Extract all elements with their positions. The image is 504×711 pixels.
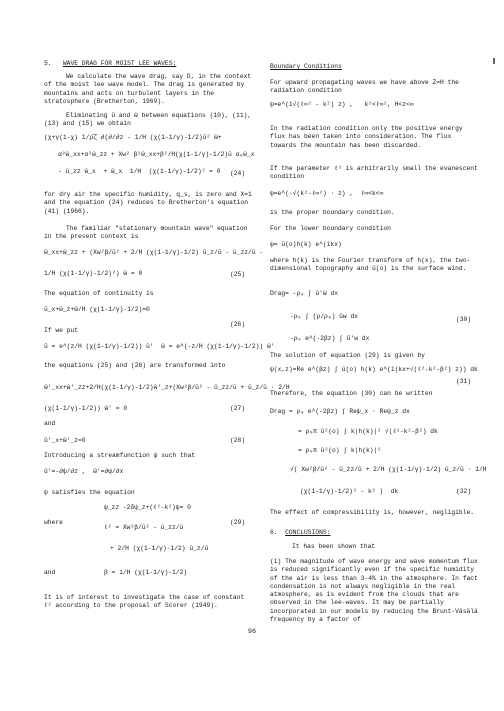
equation: + 2/H (χ(1-1/γ)-1/2) ū_z/ū [110, 545, 209, 552]
section-title: CONCLUSIONS: [285, 529, 331, 536]
equation-number: (30) [456, 316, 472, 323]
equation: ũ'=-∂ψ/∂z , ŵ'=∂ψ/∂x [44, 468, 124, 475]
paragraph: The solution of equation (29) is given by [270, 352, 425, 359]
paragraph: If we put [44, 327, 79, 334]
connector-text: and [44, 420, 56, 427]
section-5-heading [44, 60, 176, 68]
margin-mark [493, 58, 495, 64]
paragraph: (i) The magnitude of wave energy and wave momentum flux is reduced significantly even if the specific humidity of the air is less than 3-4% in the atmosphere. In fact condensation is not always negligible in the real atmosphere, as is evident from the clouds that are observed in the lee-waves. It may be partially incorporated in our models by reducing the Brunt-Väsälä frequency by a factor of [270, 558, 478, 624]
equation-number: (26) [230, 321, 246, 328]
equation: = ρ₀π ū²(o) ∫ k|h(k)|² [298, 447, 382, 454]
equation: √( Xw²β/ū² - ū_zz/ū + 2/H (χ(1-1/γ)-1/2) ū_z/ū · 1/H [290, 466, 487, 473]
equation: ũ_x+ŵ_z+ŵ/H (χ(1-1/γ)-1/2)=0 [44, 306, 150, 313]
paragraph: ψ satisfies the equation [44, 489, 135, 496]
page-number: 96 [247, 628, 257, 636]
equation: -ρ₀ e^(-2βz) ∫ ũ'w dx [290, 335, 370, 342]
equation: = ρ₀π ū²(o) ∫ k|h(k)|² √(ℓ²-k²-β²) dk [298, 428, 438, 435]
paragraph: For upward propagating waves we have above Z=H the radiation condition [270, 79, 459, 95]
equation: ũ = e^(z/H (χ(1-1/γ)-1/2)) ũ' ŵ = e^(-z/H (χ(1-1/γ)-1/2)) ŵ' [44, 343, 275, 350]
paragraph: Therefore, the equation (30) can be written [270, 390, 433, 397]
section-number: 6. [270, 529, 278, 536]
connector-text: where [44, 519, 63, 526]
equation: 1/H (χ(1-1/γ)-1/2)²) ŵ = 0 [44, 270, 143, 277]
equation-number: (27) [230, 405, 246, 412]
equation: (χ+γ(1-χ) 1/ρ̄ζ̄ ∂(∂/∂z - 1/H (χ(1-1/γ)-1/2)ũ² ŵ+ [44, 134, 222, 141]
paragraph: The equation of continuity is [44, 290, 154, 297]
equation: β = 1/H (χ(1-1/γ)-1/2) [104, 569, 188, 576]
connector-text: and [44, 569, 56, 576]
paragraph: The familiar "stationary mountain wave" equation in the present context is [44, 225, 248, 241]
equation: ℓ² = Xw²β/ū² - ū_zz/ū [104, 524, 184, 531]
equation: Drag = ρ₀ e^(-2βz) ∫ Reψ_x · Reψ_z dx [270, 408, 410, 415]
equation: - ū_zz ŵ_x + ŵ_x 1/H (χ(1-1/γ)-1/2)² = 0 [58, 168, 221, 175]
equation: ψ=e^(i√(ℓ∞² - k²) z) , k²<ℓ∞², H<z<∞ [270, 101, 414, 108]
paragraph: for dry air the specific humidity, q_s, is zero and X=1 and the equation (24) reduces to Bretherton's equation (41) (1966). [44, 191, 252, 215]
paragraph: For the lower boundary condition [270, 225, 391, 232]
equation: α²ŵ_xx+α²ŵ_zz + Xw² β²ŵ_xx+β²/H(χ(1-1/γ)-1/2)ū α₀ŵ_x [58, 151, 255, 158]
paragraph: where h(k) is the Fourier transform of h(x), the two-dimensional topography and ū(o) is the surface wind. [270, 257, 471, 273]
section-title: WAVE DRAG FOR MOIST LEE WAVES: [62, 60, 177, 67]
section-6-heading [270, 529, 330, 537]
equation-number: (24) [230, 170, 246, 177]
equation: ŵ'_xx+ŵ'_zz+2/H(χ(1-1/γ)-1/2)ŵ'_z+(Xw²β/ū² - ū_zz/ū + ū_z/ū · 2/H [44, 384, 290, 391]
equation: ψ=e^(-√(k²-ℓ∞²) · z) , ℓ∞<k<∞ [270, 190, 384, 197]
equation-number: (32) [456, 488, 472, 495]
equation: ψ= ū(o)h(k) e^(ikx) [270, 241, 342, 248]
paragraph: We calculate the wave drag, say D, in the context of the moist lee wave model. The drag is generated by mountains and acts on turbulent layers in the stratosphere (Bretherton, 1969). [44, 73, 252, 105]
paragraph: Introducing a streamfunction ψ such that [44, 452, 196, 459]
paragraph: Eliminating ũ and ŵ between equations (10), (11), (13) and (15) we obtain [44, 112, 252, 128]
equation: ψ(x,z)=Re e^(βz) ∫ ū(o) h(k) e^(i(kx+√(ℓ²-k²-β²) z)) dk [270, 366, 478, 373]
paragraph: the equations (25) and (26) are transformed into [44, 362, 226, 369]
paragraph: If the parameter ℓ² is arbitrarily small the evanescent condition [270, 165, 478, 181]
paragraph: is the proper boundary condition. [270, 209, 395, 216]
paragraph: It is of interest to investigate the case of constant ℓ² according to the proposal of Scorer (1949). [44, 594, 245, 610]
paragraph: The effect of compressibility is, however, negligible. [270, 509, 475, 516]
section-number: 5. [44, 60, 52, 67]
equation-number: (31) [456, 378, 472, 385]
equation-number: (28) [230, 437, 246, 444]
equation: Drag= -ρ₀ ∫ ū'ŵ dx [270, 290, 339, 297]
equation-number: (25) [230, 271, 246, 278]
equation: ŵ_xx+ŵ_zz + (Xw²β/ū² + 2/H (χ(1-1/γ)-1/2) ū_z/ū - ū_zz/ū - [44, 249, 264, 256]
equation-number: (29) [230, 519, 246, 526]
equation: -ρ₀ ∫ (ρ/ρ₀) ũw dx [290, 313, 359, 320]
paragraph: In the radiation condition only the positive energy flux has been taken into consideration. The flux towards the mountain has been discarded. [270, 125, 463, 149]
paragraph: It has been shown that [292, 543, 376, 550]
equation: (χ(1-1/γ)-1/2)) ŵ' = 0 [44, 405, 128, 412]
subsection-heading: Boundary Conditions [270, 63, 342, 70]
equation: ũ'_x+ŵ'_z=0 [44, 437, 86, 444]
equation: ψ_zz -2δψ_z+(ℓ²-k²)ψ= 0 [104, 504, 191, 511]
equation: (χ(1-1/γ)-1/2)² - k² ) dk [300, 488, 399, 495]
